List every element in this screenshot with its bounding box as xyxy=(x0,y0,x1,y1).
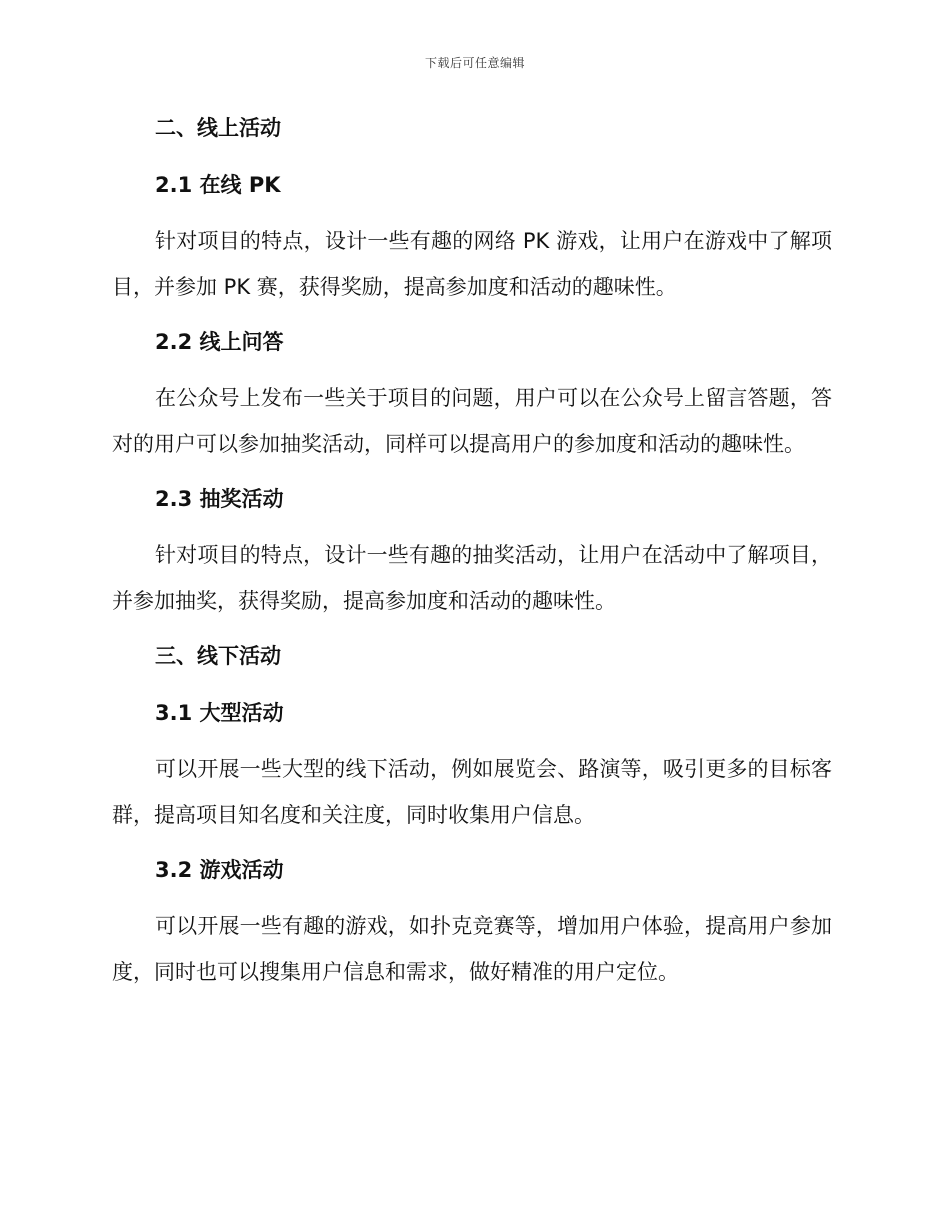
paragraph-2-1: 针对项目的特点，设计一些有趣的网络 PK 游戏，让用户在游戏中了解项目，并参加 PK 赛，获得奖励，提高参加度和活动的趣味性。 xyxy=(112,229,832,299)
subsection-heading-3-2: 3.2 游戏活动 xyxy=(155,858,284,882)
subsection-heading-3-1: 3.1 大型活动 xyxy=(155,701,284,725)
subsection-heading-2-2: 2.2 线上问答 xyxy=(155,330,284,354)
document-body xyxy=(112,110,832,995)
section-heading-online: 二、线上活动 xyxy=(155,116,281,140)
header-note: 下载后可任意编辑 xyxy=(424,56,525,70)
paragraph-2-3: 针对项目的特点，设计一些有趣的抽奖活动，让用户在活动中了解项目，并参加抽奖，获得奖励，提高参加度和活动的趣味性。 xyxy=(112,543,832,613)
section-heading-offline: 三、线下活动 xyxy=(155,644,281,668)
paragraph-2-2: 在公众号上发布一些关于项目的问题，用户可以在公众号上留言答题，答对的用户可以参加抽奖活动，同样可以提高用户的参加度和活动的趣味性。 xyxy=(112,386,832,456)
paragraph-3-2: 可以开展一些有趣的游戏，如扑克竞赛等，增加用户体验，提高用户参加度，同时也可以搜集用户信息和需求，做好精准的用户定位。 xyxy=(112,914,832,984)
subsection-heading-2-3: 2.3 抽奖活动 xyxy=(155,487,284,511)
paragraph-3-1: 可以开展一些大型的线下活动，例如展览会、路演等，吸引更多的目标客群，提高项目知名度和关注度，同时收集用户信息。 xyxy=(112,757,832,827)
subsection-heading-2-1: 2.1 在线 PK xyxy=(155,173,281,197)
